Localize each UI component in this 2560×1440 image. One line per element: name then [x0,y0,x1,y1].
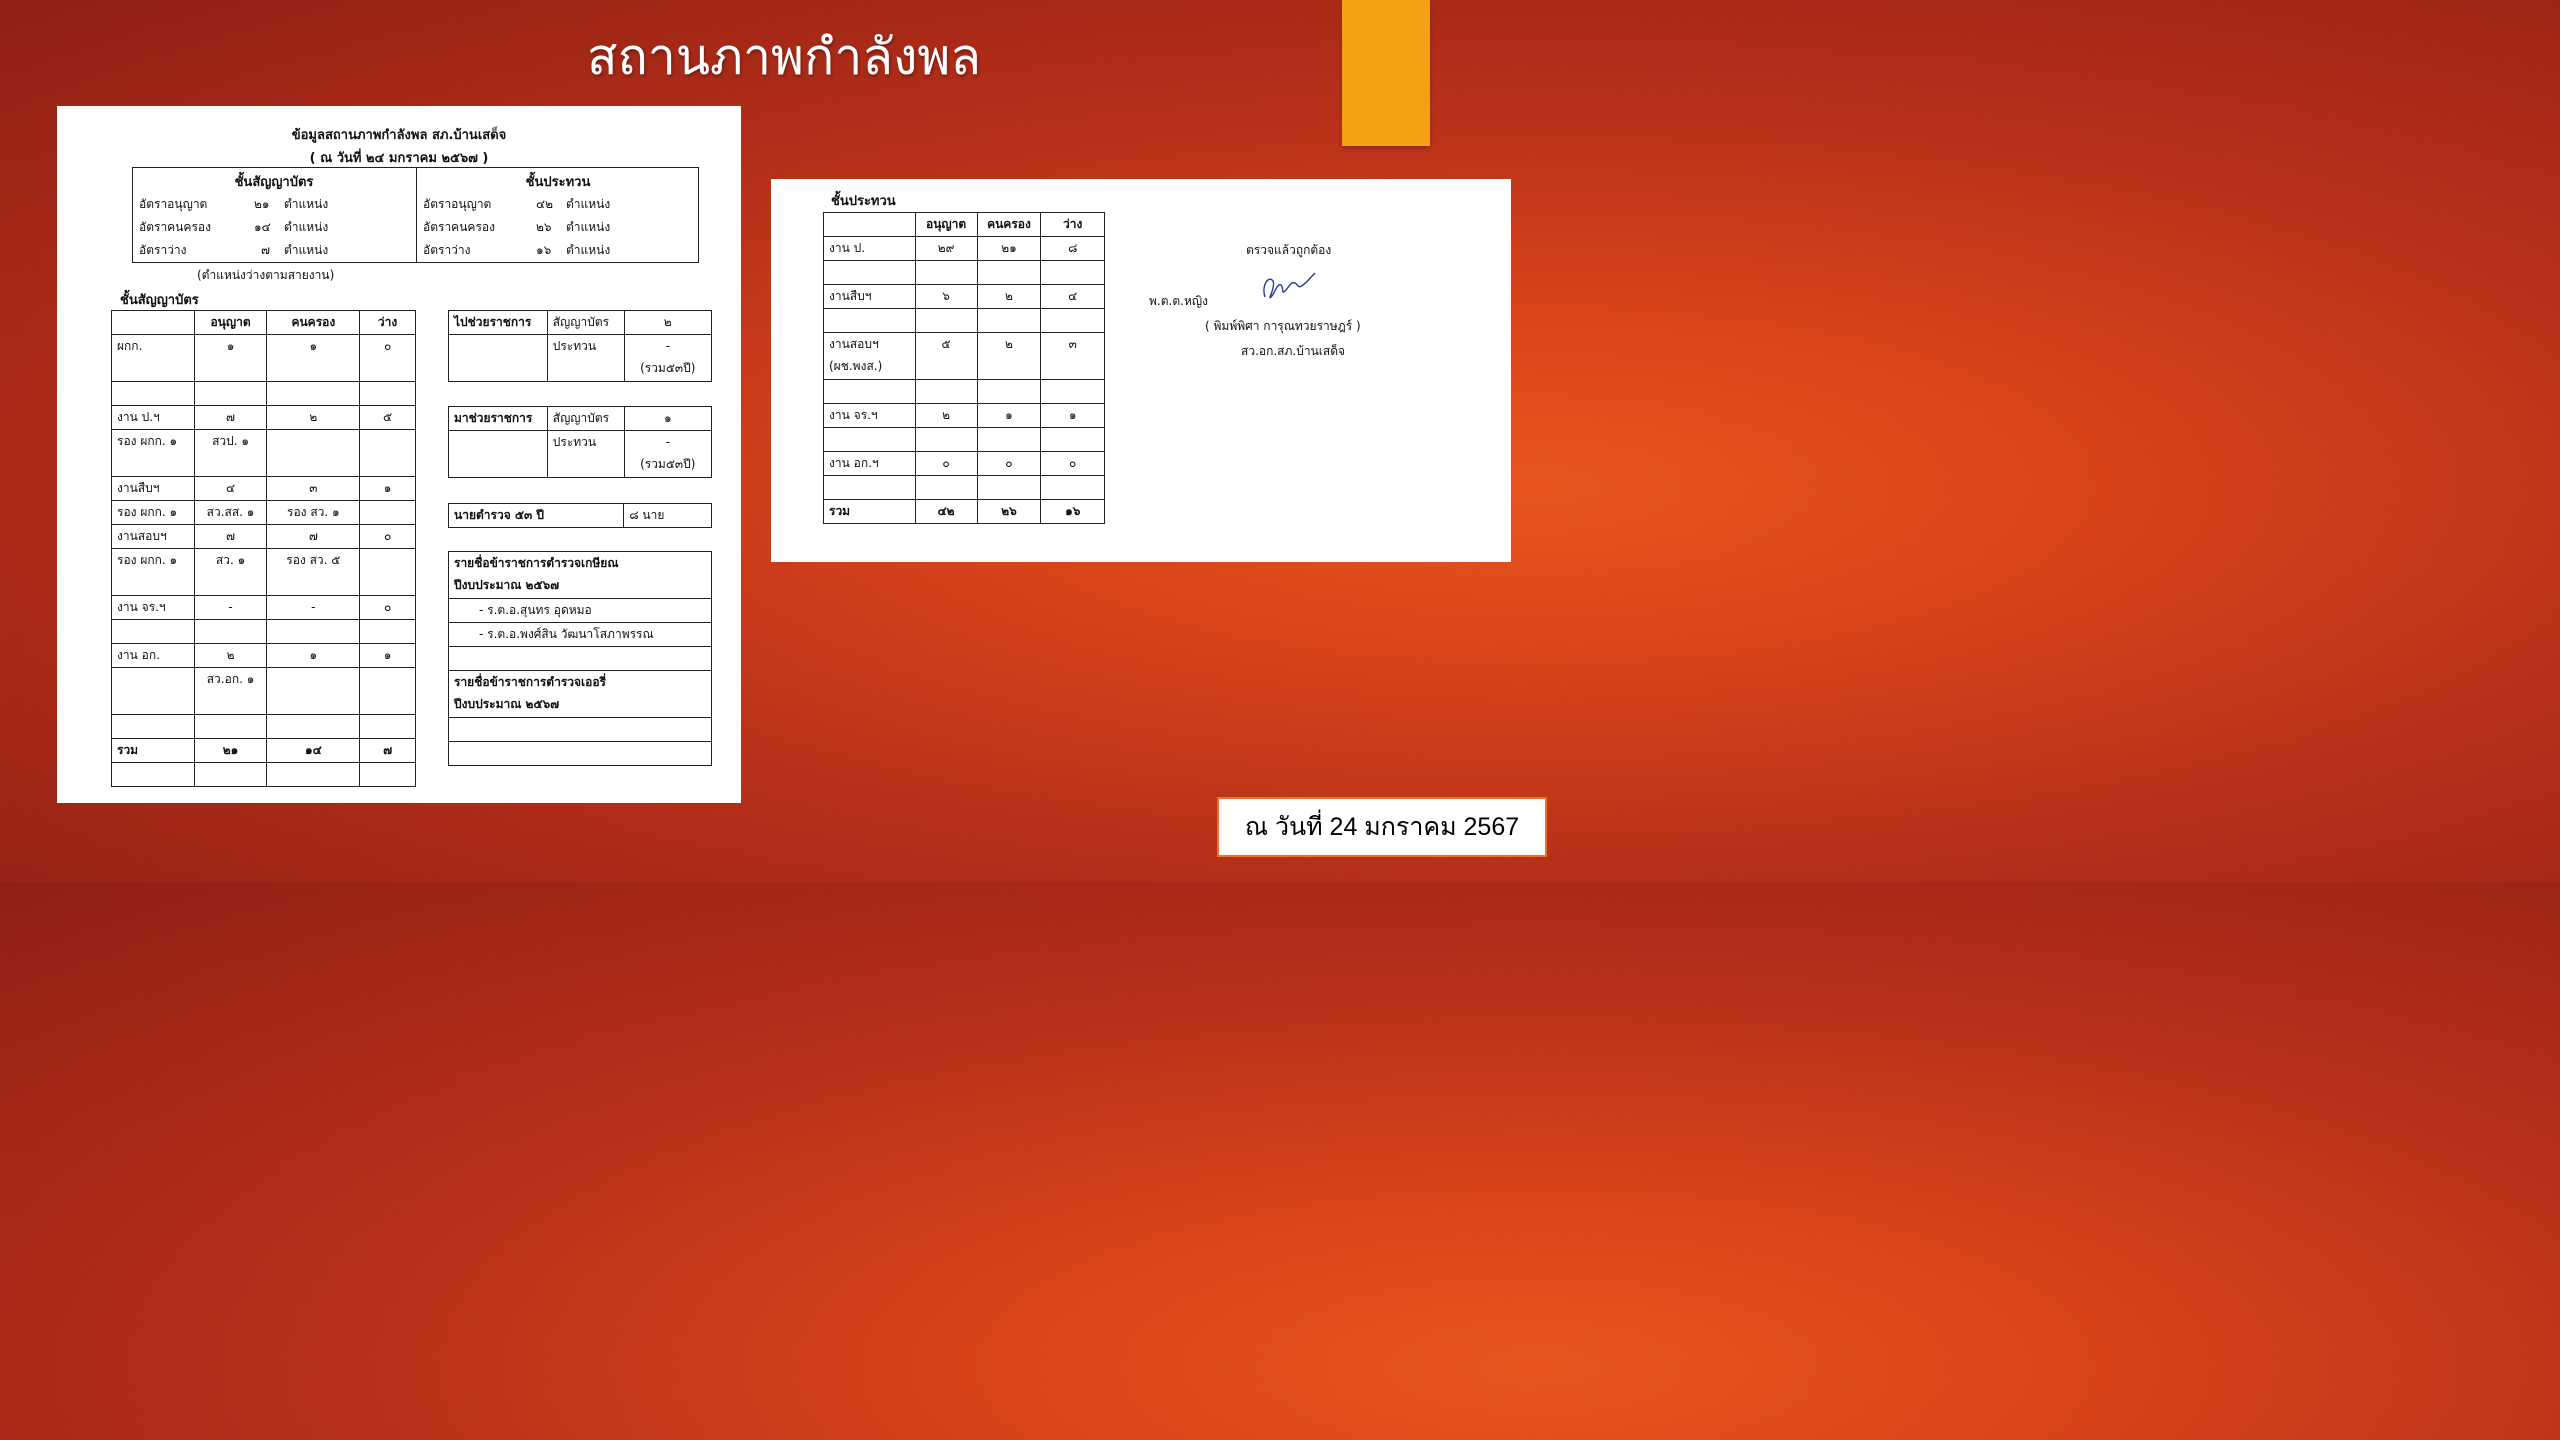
summary-value: ๗ [261,243,271,257]
table-cell [267,668,360,715]
table-cell: ๐ [360,335,416,382]
row-label [112,620,195,644]
summary-label: อัตราว่าง [423,243,471,257]
signer-rank: พ.ต.ต.หญิง [1149,294,1208,308]
row-label [824,261,916,285]
row-label: งาน อก.ฯ [824,452,916,476]
table-cell: ๗ [194,406,267,430]
table-row [112,668,416,715]
table-row [824,261,1105,285]
summary-unit: ตำแหน่ง [284,197,329,211]
table-cell: ๕ [360,406,416,430]
row-label: รวม [112,739,195,763]
table-cell [360,620,416,644]
verified-text: ตรวจแล้วถูกต้อง [1246,243,1332,257]
row-label: รอง ผกก. ๑ [112,430,195,477]
table-row [112,382,416,406]
table-row [824,237,1105,261]
summary-label: อัตราคนครอง [139,220,211,234]
ma-chuay-value: ๑ [624,407,712,431]
summary-value: ๑๔ [254,220,271,234]
table-cell [1041,476,1105,500]
signer-name: ( พิมพ์พิศา การุณทวยราษฎร์ ) [1205,319,1361,333]
summary-row [423,239,693,261]
column-header: ว่าง [1041,213,1105,237]
retire-title-cell [449,552,712,599]
summary-header: ชั้นประทวน [525,175,591,190]
table-cell: ๓ [267,477,360,501]
row-label: งาน ป.ฯ [112,406,195,430]
table-cell: ๑ [194,335,267,382]
table-cell [915,309,977,333]
table-cell: ๘ [1041,237,1105,261]
table-cell: ๔๒ [915,500,977,524]
table-cell [360,430,416,477]
retire-table [448,551,712,766]
table-row [112,525,416,549]
table-cell: สว.อก. ๑ [194,668,267,715]
early-title: รายชื่อข้าราชการตำรวจเออรี่ [454,675,606,689]
row-label: งาน อก. [112,644,195,668]
summary-row [139,239,409,261]
table-row [112,763,416,787]
pai-chuay-value-cell [624,335,712,382]
table-cell [977,428,1041,452]
table-cell: ๑ [267,644,360,668]
signer-position: สว.อก.สภ.บ้านเสด็จ [1241,344,1346,358]
table-cell: ๑๖ [1041,500,1105,524]
table-row [112,549,416,596]
officer53-value: ๘ นาย [624,504,712,528]
table-cell: ๒ [915,404,977,428]
summary-unit: ตำแหน่ง [284,220,329,234]
ma-chuay-table [448,406,712,478]
table-row [112,739,416,763]
row-label: งานสอบฯ [112,525,195,549]
table-cell [360,763,416,787]
summary-box [132,167,699,263]
table-cell [977,309,1041,333]
document-subtitle: ( ณ วันที่ ๒๔ มกราคม ๒๕๖๗ ) [309,151,489,166]
summary-unit: ตำแหน่ง [566,220,611,234]
summary-label: อัตราว่าง [139,243,187,257]
row-label [112,382,195,406]
table-cell [194,620,267,644]
row-label: งาน ป. [824,237,916,261]
table-cell [915,261,977,285]
row-label: งานสืบฯ [112,477,195,501]
table-cell: ๒๑ [194,739,267,763]
blank-cell [449,718,712,742]
table-cell [915,428,977,452]
ma-chuay-value: - [665,435,670,449]
table-cell: ๑ [360,644,416,668]
table-row [824,500,1105,524]
table-row [112,715,416,739]
summary-row [139,193,409,215]
table-cell: ๒ [194,644,267,668]
table-cell [915,476,977,500]
pai-chuay-type: ประทวน [547,335,624,382]
table-row [112,620,416,644]
accent-bar [1342,0,1430,146]
table-cell: ๔ [194,477,267,501]
section-label: ชั้นสัญญาบัตร [120,293,199,308]
row-label: รอง ผกก. ๑ [112,549,195,596]
slide-title: สถานภาพกำลังพล [586,28,982,86]
table-cell: ๒ [977,333,1041,380]
table-cell: ๔ [1041,285,1105,309]
row-label [112,763,195,787]
table-cell: ๕ [915,333,977,380]
table-row [824,428,1105,452]
table-cell [360,668,416,715]
table-cell: ๒ [267,406,360,430]
column-header [824,213,916,237]
retire-name: - ร.ต.อ.สุนทร อุดหมอ [449,599,712,623]
table-cell: ๗ [267,525,360,549]
table-cell [267,430,360,477]
table-row [112,596,416,620]
row-label: ผกก. [112,335,195,382]
table-cell [977,476,1041,500]
table-row [112,335,416,382]
table-row [112,406,416,430]
table-cell [1041,428,1105,452]
table-cell: ๓ [1041,333,1105,380]
table-cell [360,501,416,525]
summary-row [423,216,693,238]
table-cell: ๐ [977,452,1041,476]
table-row [824,452,1105,476]
table-cell [194,715,267,739]
column-header: ว่าง [360,311,416,335]
table-cell [267,620,360,644]
column-header: อนุญาต [915,213,977,237]
table-cell [360,715,416,739]
table-header-row [824,213,1105,237]
left-document [57,106,741,803]
table-cell [360,549,416,596]
summary-prathuan [416,168,699,262]
column-header: คนครอง [977,213,1041,237]
signature-mark [1259,267,1319,307]
row-label: งานสอบฯ (ผช.พงส.) [824,333,916,380]
summary-label: อัตราคนครอง [423,220,495,234]
pai-chuay-value: ๒ [624,311,712,335]
summary-unit: ตำแหน่ง [566,197,611,211]
summary-value: ๔๒ [536,197,553,211]
column-header: อนุญาต [194,311,267,335]
row-label [824,428,916,452]
summary-unit: ตำแหน่ง [566,243,611,257]
ma-chuay-label: มาช่วยราชการ [449,407,548,431]
row-label: รอง ผกก. ๑ [112,501,195,525]
row-label: งานสืบฯ [824,285,916,309]
table-cell: รอง สว. ๕ [267,549,360,596]
summary-label: อัตราอนุญาต [139,197,208,211]
table-cell [267,715,360,739]
table-row [824,404,1105,428]
table-row [112,501,416,525]
table-cell [194,382,267,406]
summary-row [139,216,409,238]
table-cell: - [194,596,267,620]
blank-cell [449,335,548,382]
table-row [824,380,1105,404]
table-cell [360,382,416,406]
table-cell: ๒๖ [977,500,1041,524]
table-cell: รอง สว. ๑ [267,501,360,525]
prathuan-table [823,212,1105,524]
table-header-row [112,311,416,335]
summary-unit: ตำแหน่ง [284,243,329,257]
section-label: ชั้นประทวน [831,194,896,209]
table-row [112,477,416,501]
row-label: รวม [824,500,916,524]
retire-title: รายชื่อข้าราชการตำรวจเกษียณ [454,556,619,570]
table-cell: ๑ [977,404,1041,428]
table-cell: สวป. ๑ [194,430,267,477]
table-cell: ๑ [360,477,416,501]
pai-chuay-note: (รวม๕๓ปี) [640,361,696,375]
table-row [112,644,416,668]
table-cell [977,380,1041,404]
retire-year: ปีงบประมาณ ๒๕๖๗ [454,578,560,592]
table-cell: ๒ [977,285,1041,309]
table-cell: ๒๙ [915,237,977,261]
row-label: งาน จร.ฯ [824,404,916,428]
table-cell [267,763,360,787]
table-row [112,430,416,477]
row-label [112,668,195,715]
table-cell: ๐ [360,596,416,620]
table-cell [977,261,1041,285]
table-cell: - [267,596,360,620]
row-label [824,309,916,333]
document-title: ข้อมูลสถานภาพกำลังพล สภ.บ้านเสด็จ [291,128,507,143]
summary-value: ๑๖ [536,243,552,257]
ma-chuay-type: สัญญาบัตร [547,407,624,431]
vacancy-note: (ตำแหน่งว่างตามสายงาน) [197,268,335,282]
blank-cell [449,647,712,671]
officer53-label: นายตำรวจ ๕๓ ปี [449,504,624,528]
summary-row [423,193,693,215]
table-cell [1041,309,1105,333]
table-cell: ๖ [915,285,977,309]
ma-chuay-type: ประทวน [547,431,624,478]
pai-chuay-label: ไปช่วยราชการ [449,311,548,335]
table-cell [1041,261,1105,285]
ma-chuay-value-cell [624,431,712,478]
table-row [824,309,1105,333]
retire-name: - ร.ต.อ.พงศ์สิน วัฒนาโสภาพรรณ [449,623,712,647]
column-header: คนครอง [267,311,360,335]
blank-cell [449,742,712,766]
table-cell [267,382,360,406]
table-cell: สว.สส. ๑ [194,501,267,525]
table-cell [1041,380,1105,404]
table-cell: สว. ๑ [194,549,267,596]
summary-sanyabat [133,168,415,262]
summary-header: ชั้นสัญญาบัตร [234,175,314,190]
pai-chuay-type: สัญญาบัตร [547,311,624,335]
table-row [824,476,1105,500]
pai-chuay-table [448,310,712,382]
row-label [824,476,916,500]
table-cell: ๗ [194,525,267,549]
table-cell: ๗ [360,739,416,763]
early-title-cell [449,671,712,718]
table-cell: ๐ [915,452,977,476]
date-label: ณ วันที่ 24 มกราคม 2567 [1217,797,1547,857]
blank-cell [449,431,548,478]
table-row [824,285,1105,309]
table-cell: ๒๑ [977,237,1041,261]
early-year: ปีงบประมาณ ๒๕๖๗ [454,697,560,711]
summary-value: ๒๑ [254,197,270,211]
sanyabat-table [111,310,416,787]
table-cell: ๑ [1041,404,1105,428]
column-header [112,311,195,335]
table-cell: ๑ [267,335,360,382]
table-cell: ๐ [360,525,416,549]
table-cell [915,380,977,404]
summary-label: อัตราอนุญาต [423,197,492,211]
officer53-table [448,503,712,528]
table-cell: ๑๔ [267,739,360,763]
pai-chuay-value: - [665,339,670,353]
summary-value: ๒๖ [536,220,552,234]
ma-chuay-note: (รวม๕๓ปี) [640,457,696,471]
table-cell [194,763,267,787]
row-label [824,380,916,404]
table-row [824,333,1105,380]
row-label [112,715,195,739]
row-label: งาน จร.ฯ [112,596,195,620]
table-cell: ๐ [1041,452,1105,476]
right-document [771,179,1511,562]
